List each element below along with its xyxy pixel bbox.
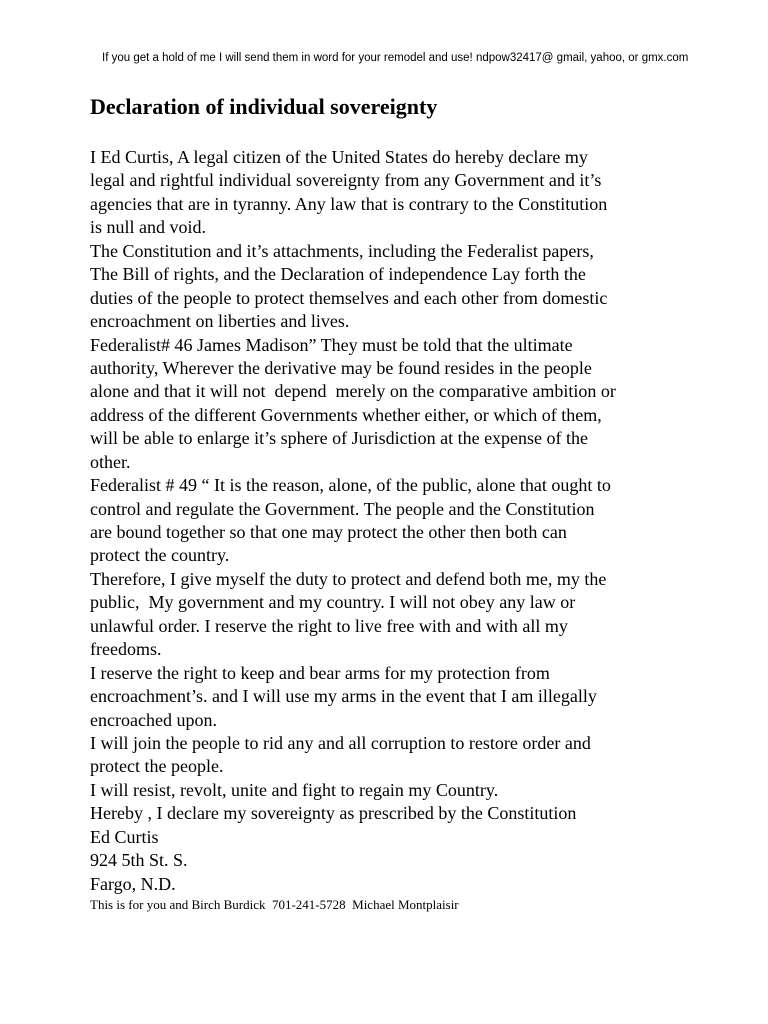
body-line: is null and void. [90, 217, 206, 238]
body-line: authority, Wherever the derivative may be found resides in the people [90, 357, 592, 378]
body-line: I will join the people to rid any and all corruption to restore order and [90, 732, 591, 753]
body-line: Federalist# 46 James Madison” They must be told that the ultimate [90, 334, 573, 355]
body-line: alone and that it will not depend merely on the comparative ambition or [90, 381, 616, 402]
body-line: agencies that are in tyranny. Any law that is contrary to the Constitution [90, 193, 608, 214]
signature-address: 924 5th St. S. [90, 850, 188, 871]
body-line: duties of the people to protect themselves and each other from domestic [90, 287, 608, 308]
body-line: I Ed Curtis, A legal citizen of the United States do hereby declare my [90, 147, 588, 167]
signature-name: Ed Curtis [90, 826, 159, 847]
declaration-body [90, 146, 762, 896]
body-line: public, My government and my country. I will not obey any law or [90, 592, 576, 613]
body-line: I will resist, revolt, unite and fight to regain my Country. [90, 779, 499, 800]
body-line: other. [90, 451, 131, 472]
body-line: unlawful order. I reserve the right to live free with and with all my [90, 615, 568, 636]
body-line: encroachment’s. and I will use my arms in the event that I am illegally [90, 686, 597, 707]
body-line: I reserve the right to keep and bear arms for my protection from [90, 662, 550, 683]
body-line: protect the country. [90, 545, 230, 566]
header-note: If you get a hold of me I will send them in word for your remodel and use! ndpow32417@ gmail, yahoo, or gmx.com [102, 52, 689, 64]
body-line: The Constitution and it’s attachments, including the Federalist papers, [90, 240, 594, 261]
body-line: encroachment on liberties and lives. [90, 311, 350, 332]
body-line: are bound together so that one may protect the other then both can [90, 522, 567, 542]
body-line: freedoms. [90, 639, 162, 660]
body-line: Hereby , I declare my sovereignty as prescribed by the Constitution [90, 803, 577, 824]
body-line: will be able to enlarge it’s sphere of Jurisdiction at the expense of the [90, 428, 589, 449]
body-line: The Bill of rights, and the Declaration of independence Lay forth the [90, 264, 586, 285]
body-line: address of the different Governments whether either, or which of them, [90, 404, 602, 425]
body-line: Federalist # 49 “ It is the reason, alone, of the public, alone that ought to [90, 475, 611, 496]
body-line: control and regulate the Government. The people and the Constitution [90, 498, 595, 519]
body-line: protect the people. [90, 756, 224, 777]
body-line: encroached upon. [90, 709, 217, 730]
document-title: Declaration of individual sovereignty [90, 94, 438, 119]
body-line: legal and rightful individual sovereignty from any Government and it’s [90, 170, 602, 191]
signature-city: Fargo, N.D. [90, 873, 176, 894]
footer-note: This is for you and Birch Burdick 701-241-5728 Michael Montplaisir [90, 897, 459, 912]
body-line: Therefore, I give myself the duty to protect and defend both me, my the [90, 568, 607, 589]
